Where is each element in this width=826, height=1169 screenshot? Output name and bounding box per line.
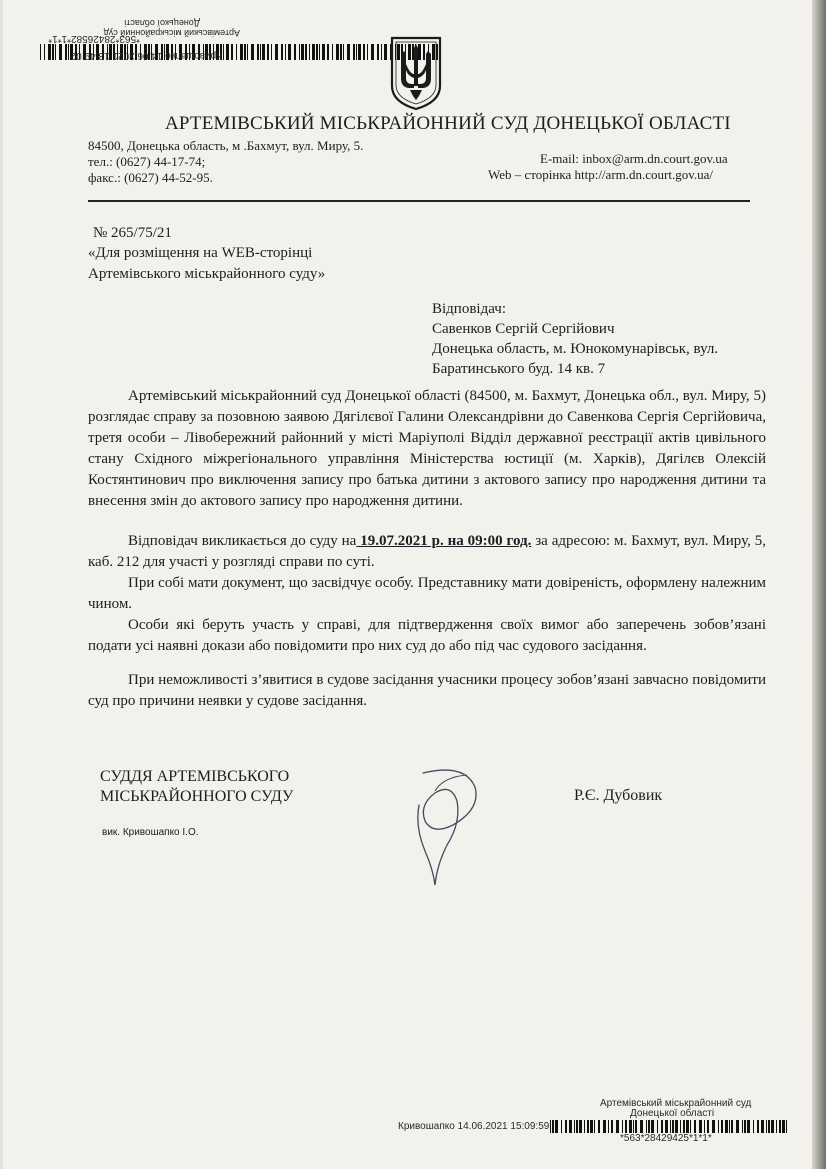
barcode-bar	[358, 44, 361, 60]
hearing-intro: Відповідач викликається до суду на	[128, 533, 357, 549]
trident-coat-of-arms-icon	[388, 34, 444, 112]
barcode-bar	[633, 1120, 634, 1133]
barcode-bar	[561, 1120, 562, 1133]
barcode-bar	[616, 1120, 619, 1133]
barcode-bar	[683, 1120, 685, 1133]
barcode-bar	[367, 44, 368, 60]
barcode-bar	[611, 1120, 613, 1133]
barcode-bar	[603, 1120, 606, 1133]
barcode-bar	[704, 1120, 705, 1133]
hearing-datetime: 19.07.2021 р. на 09:00 год.	[356, 533, 532, 549]
barcode-bar	[281, 44, 283, 60]
barcode-bar	[779, 1120, 781, 1133]
barcode-bar	[555, 1120, 558, 1133]
barcode-bar	[371, 44, 374, 60]
barcode-bar	[336, 44, 339, 60]
barcode-bar	[608, 1120, 609, 1133]
barcode-bar	[747, 1120, 750, 1133]
barcode-bar	[550, 1120, 551, 1133]
barcode-bar	[240, 44, 243, 60]
addressee-address-line-2: Баратинського буд. 14 кв. 7	[432, 361, 606, 377]
court-fax: факс.: (0627) 44-52-95.	[88, 170, 213, 185]
court-title: АРТЕМІВСЬКИЙ МІСЬКРАЙОННИЙ СУД ДОНЕЦЬКОЇ ОБЛАСТІ	[165, 113, 731, 134]
top-stamp-court-line2: Донецької області	[124, 18, 200, 28]
barcode-bar	[786, 1120, 787, 1133]
barcode-bar	[223, 44, 224, 60]
scan-left-edge	[0, 0, 3, 1169]
barcode-bar	[646, 1120, 647, 1133]
barcode-bar	[59, 44, 62, 60]
barcode-bar	[251, 44, 254, 60]
barcode-bar	[590, 1120, 593, 1133]
bottom-stamp-code: *563*28429425*1*1*	[620, 1133, 712, 1144]
barcode-bar	[305, 44, 307, 60]
barcode-bar	[665, 1120, 668, 1133]
document-number: № 265/75/21	[93, 225, 172, 241]
barcode-bar	[680, 1120, 681, 1133]
barcode-bar	[356, 44, 357, 60]
executor-name: вик. Кривошапко І.О.	[102, 827, 199, 838]
barcode-bar	[319, 44, 320, 60]
barcode-bar	[576, 1120, 578, 1133]
reference-line-1: «Для розміщення на WEB-сторінці	[88, 245, 313, 261]
barcode-bar	[55, 44, 56, 60]
barcode-bar	[327, 44, 329, 60]
barcode-bar	[267, 44, 269, 60]
barcode-bar	[363, 44, 365, 60]
barcode-bar	[301, 44, 304, 60]
barcode-bar	[68, 44, 69, 60]
barcode-bar	[257, 44, 259, 60]
barcode-bar	[648, 1120, 650, 1133]
barcode-bar	[725, 1120, 728, 1133]
addressee-name: Савенков Сергій Сергійович	[432, 321, 615, 337]
bottom-stamp-court-line1: Артемівський міськрайонний суд	[600, 1098, 752, 1109]
barcode-bar	[694, 1120, 696, 1133]
body-paragraph-3: При собі мати документ, що засвідчує особу. Представнику мати довіреність, оформлену належним чином.	[88, 575, 766, 612]
barcode-bar	[52, 44, 54, 60]
court-phone: тел.: (0627) 44-17-74;	[88, 154, 206, 169]
barcode-bar	[288, 44, 291, 60]
barcode-bar	[294, 44, 296, 60]
barcode-bar	[686, 1120, 689, 1133]
top-registration-stamp	[40, 8, 440, 60]
barcode-bar	[690, 1120, 691, 1133]
body-paragraph-5: При неможливості з’явитися в судове засідання учасники процесу зобов’язані завчасно повідомити суд про причини неявки у судове засідання.	[88, 672, 766, 709]
judge-name: Р.Є. Дубовик	[574, 787, 663, 804]
barcode-bar	[316, 44, 318, 60]
barcode-bar	[651, 1120, 654, 1133]
bottom-stamp-court-line2: Донецької області	[630, 1108, 715, 1119]
barcode-bar	[753, 1120, 754, 1133]
barcode-bar	[552, 1120, 554, 1133]
body-paragraph-1: Артемівський міськрайонний суд Донецької області (84500, м. Бахмут, Донецька обл., вул. Миру, 5) розглядає справу за позовною заявою Дягілєвої Галини Олександрівни до Савенкова Сергія Сергійовича, третя особи – Лівобережний районний у місті Маріуполі Відділ державної реєстрації актів цивільного стану Східного міжрегіонального управління Міністерства юстиції (м. Харків), Дягілєв Олексій Костянтинович про виключення запису про батька дитини з актового запису про народження дитини та внесення змін до актового запису про народження дитини.	[88, 388, 766, 509]
barcode-bar	[718, 1120, 719, 1133]
reference-line-2: Артемівського міськрайонного суду»	[88, 266, 326, 282]
barcode-bar	[40, 44, 41, 60]
barcode-bar	[584, 1120, 585, 1133]
barcode-bar	[625, 1120, 627, 1133]
barcode-bar	[44, 44, 45, 60]
barcode-bar	[260, 44, 261, 60]
barcode-bar	[742, 1120, 743, 1133]
scan-right-edge-shadow	[812, 0, 826, 1169]
court-email: E-mail: inbox@arm.dn.court.gov.ua	[540, 151, 728, 166]
barcode-bar	[782, 1120, 785, 1133]
body-paragraph-4: Особи які беруть участь у справі, для підтвердження своїх вимог або заперечень зобов’язані подати усі наявні докази або повідомити про них суд до або під час судового засідання.	[88, 617, 766, 654]
barcode-bar	[675, 1120, 678, 1133]
barcode-bar	[353, 44, 355, 60]
bottom-registration-stamp	[380, 1093, 800, 1149]
judge-signature	[395, 765, 505, 895]
barcode-bar	[768, 1120, 770, 1133]
barcode-bar	[579, 1120, 582, 1133]
barcode-bar	[661, 1120, 663, 1133]
barcode-bar	[771, 1120, 774, 1133]
hearing-location: за адресою: м. Бахмут, вул. Миру, 5, каб. 212 для участі у розгляді справи по суті.	[88, 533, 766, 570]
barcode-bar	[347, 44, 350, 60]
barcode-bar	[672, 1120, 674, 1133]
barcode-bar	[309, 44, 310, 60]
barcode-bar	[574, 1120, 575, 1133]
barcode-bar	[236, 44, 237, 60]
top-stamp-code: *563*28426582*1*1*	[48, 33, 140, 44]
body-paragraph-2	[88, 531, 766, 573]
barcode-bar	[48, 44, 51, 60]
barcode-bar	[377, 44, 379, 60]
barcode-bar	[699, 1120, 702, 1133]
barcode-bar	[744, 1120, 746, 1133]
addressee-label: Відповідач:	[432, 301, 506, 317]
bottom-stamp-datetime: Кривошапко 14.06.2021 15:09:59	[398, 1121, 550, 1132]
barcode-bar	[712, 1120, 715, 1133]
barcode-bar	[629, 1120, 632, 1133]
addressee-address-line-1: Донецька область, м. Юнокомунарівськ, вул.	[432, 341, 719, 357]
barcode-bar	[285, 44, 286, 60]
judge-title-line-1: СУДДЯ АРТЕМІВСЬКОГО	[100, 768, 290, 785]
barcode-bar	[736, 1120, 739, 1133]
barcode-bar	[731, 1120, 733, 1133]
barcode-bar	[766, 1120, 767, 1133]
barcode-bar	[729, 1120, 730, 1133]
barcode-bar	[312, 44, 315, 60]
barcode-bar	[707, 1120, 709, 1133]
barcode-bar	[226, 44, 229, 60]
barcode-bar	[340, 44, 342, 60]
barcode-bar	[381, 44, 382, 60]
barcode-bar	[384, 44, 387, 60]
barcode-bar	[247, 44, 248, 60]
barcode-bar	[657, 1120, 658, 1133]
barcode-bar	[670, 1120, 671, 1133]
barcode-bar	[776, 1120, 777, 1133]
barcode-bar	[622, 1120, 623, 1133]
barcode-bar	[343, 44, 344, 60]
judge-title-line-2: МІСЬКРАЙОННОГО СУДУ	[100, 788, 294, 805]
barcode-bar	[275, 44, 278, 60]
barcode-bar	[640, 1120, 643, 1133]
header-divider	[88, 200, 750, 202]
barcode-bar	[565, 1120, 567, 1133]
bottom-barcode	[550, 1120, 790, 1133]
barcode-bar	[299, 44, 300, 60]
barcode-bar	[721, 1120, 723, 1133]
court-address: 84500, Донецька область, м .Бахмут, вул. Миру, 5.	[88, 138, 364, 153]
barcode-bar	[271, 44, 272, 60]
court-website: Web – сторінка http://arm.dn.court.gov.ua/	[488, 167, 714, 182]
top-stamp-datetime: Кривошапко 14.06.2021 13:49:02	[70, 50, 222, 61]
barcode-bar	[262, 44, 265, 60]
barcode-bar	[757, 1120, 759, 1133]
top-stamp-court-line1: Артемівський міськрайонний суд	[103, 28, 240, 38]
barcode-bar	[635, 1120, 637, 1133]
barcode-bar	[244, 44, 246, 60]
barcode-bar	[322, 44, 325, 60]
barcode-bar	[598, 1120, 600, 1133]
barcode-bar	[569, 1120, 572, 1133]
barcode-bar	[332, 44, 333, 60]
barcode-bar	[587, 1120, 589, 1133]
barcode-bar	[761, 1120, 764, 1133]
barcode-bar	[231, 44, 233, 60]
barcode-bar	[594, 1120, 595, 1133]
barcode-bar	[65, 44, 67, 60]
